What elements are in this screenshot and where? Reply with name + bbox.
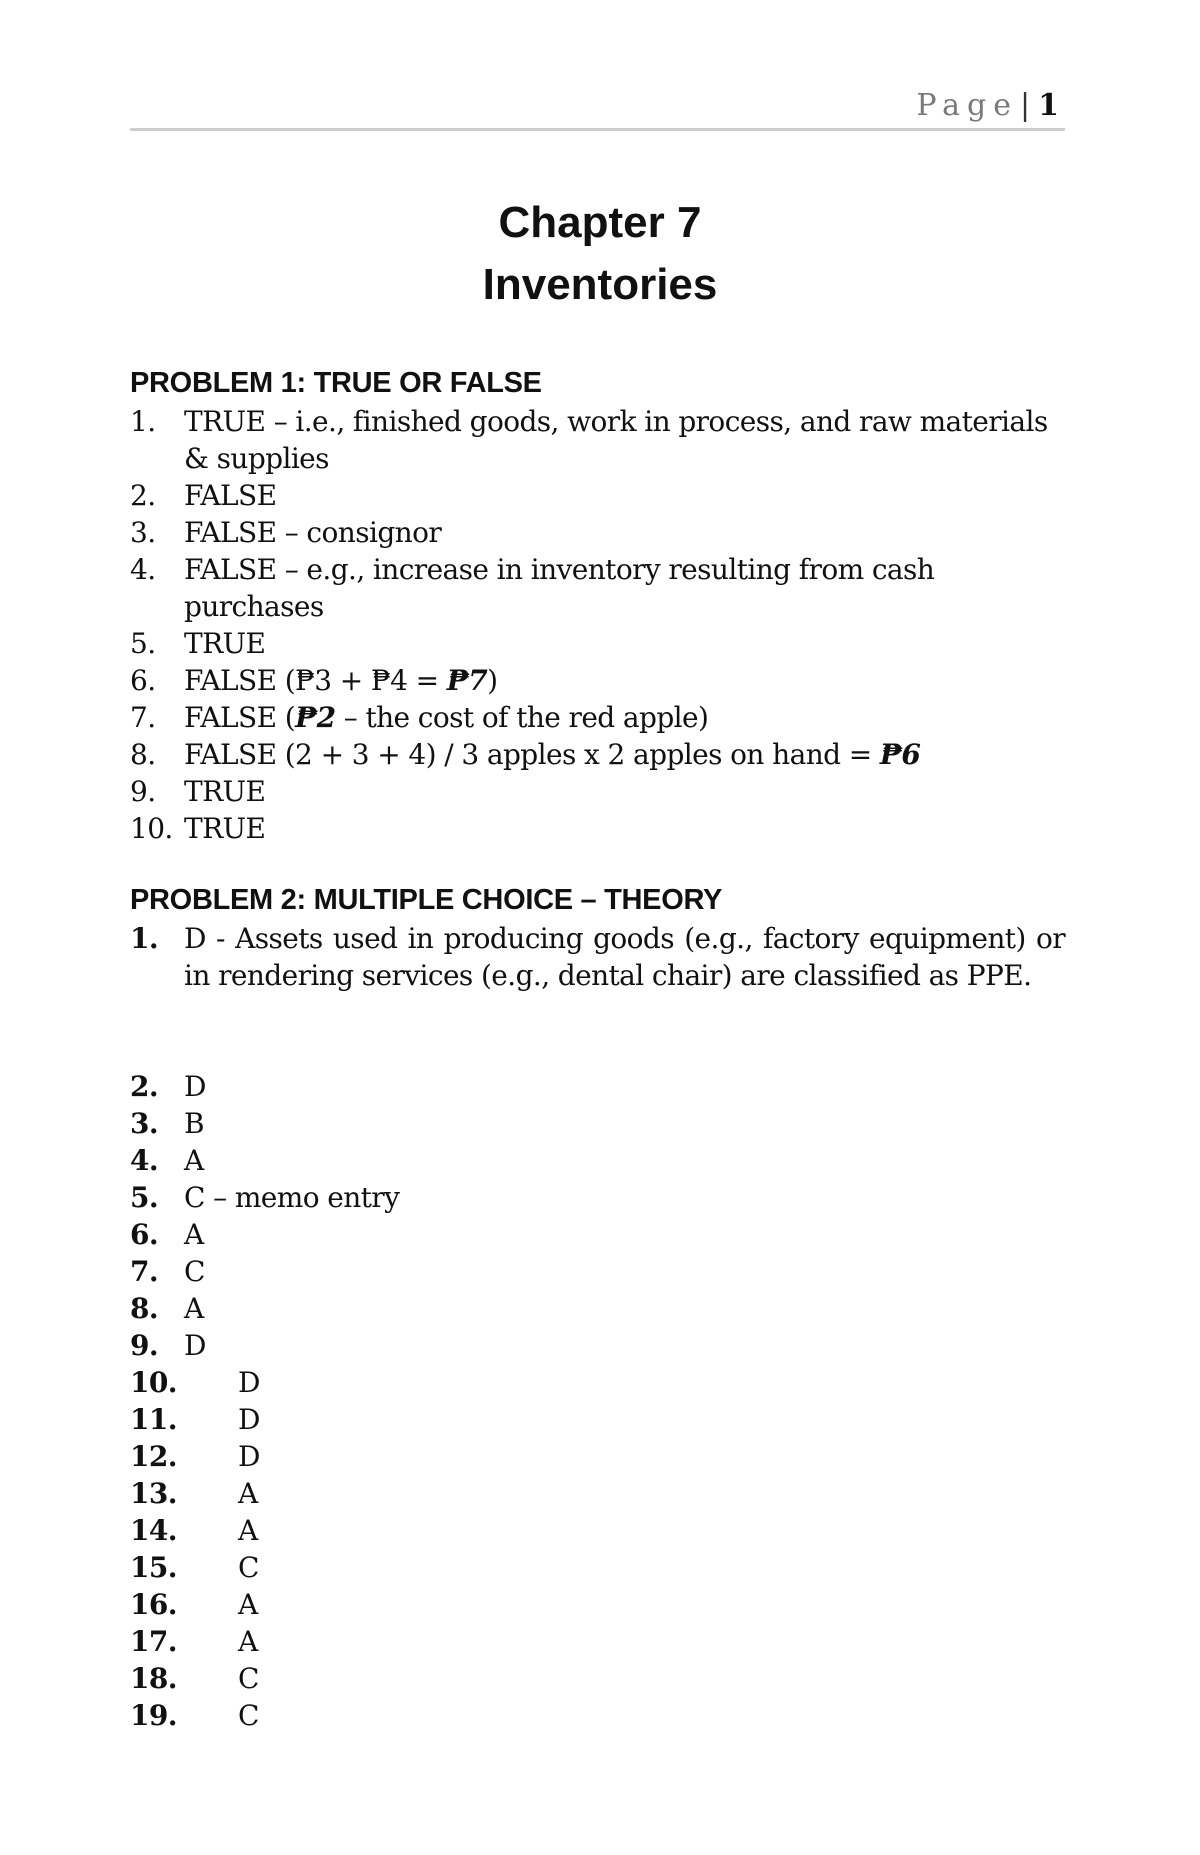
item-text: C [238,1662,259,1695]
item-text: C – memo entry [184,1181,400,1214]
item-text: TRUE [184,812,266,845]
item-number: 5. [130,1181,159,1214]
list-item [130,1290,1065,1327]
item-number: 6. [130,664,156,697]
list-item [130,699,1065,736]
list-item [130,1068,1065,1105]
page-separator: | [1020,88,1031,123]
list-item [130,773,1065,810]
problem2-list-a [130,1068,1065,1364]
problem2-first-item [130,920,1065,994]
list-item [130,1327,1065,1364]
item-number: 18. [130,1662,177,1695]
item-text: C [184,1255,205,1288]
list-item [130,1475,1065,1512]
item-number: 13. [130,1477,177,1510]
item-emphasis: ₱7 [446,664,488,697]
item-text: A [238,1625,258,1658]
item-text: A [184,1292,204,1325]
item-text [184,736,1065,773]
list-item [130,1179,1065,1216]
item-emphasis: ₱6 [879,738,921,771]
item-number: 10. [130,812,173,845]
item-number: 8. [130,738,156,771]
list-item [130,514,1065,551]
chapter-title: Chapter 7 [498,198,702,247]
item-text-part: FALSE (2 + 3 + 4) / 3 apples x 2 apples on hand = [184,738,880,771]
list-item [130,1253,1065,1290]
item-number: 9. [130,1329,159,1362]
item-number: 17. [130,1625,177,1658]
list-item [130,1364,1065,1401]
item-text [184,662,1065,699]
list-item [130,736,1065,773]
item-text: B [184,1107,204,1140]
item-number: 1. [130,405,156,438]
item-number: 6. [130,1218,159,1251]
list-item [130,1401,1065,1438]
list-item [130,551,1065,625]
item-number: 3. [130,1107,159,1140]
item-number: 7. [130,1255,159,1288]
list-item [130,1586,1065,1623]
item-text-part: FALSE ( [184,701,296,734]
list-item [130,1697,1065,1734]
list-item [130,1660,1065,1697]
chapter-subtitle: Inventories [482,260,718,309]
item-number: 2. [130,479,156,512]
list-item [130,403,1065,477]
item-text [184,699,1065,736]
list-item [130,625,1065,662]
item-number: 4. [130,1144,159,1177]
list-item [130,1105,1065,1142]
item-text-part: ) [487,664,498,697]
page-header [130,88,1065,131]
list-item [130,1216,1065,1253]
page-word: Page [916,88,1019,123]
item-text: A [238,1588,258,1621]
list-item [130,477,1065,514]
item-number: 9. [130,775,156,808]
item-text: D [184,1070,206,1103]
item-text: FALSE – consignor [184,516,442,549]
item-number: 15. [130,1551,177,1584]
list-item [130,810,1065,847]
item-text: A [184,1218,204,1251]
item-text: A [238,1477,258,1510]
list-item [130,1142,1065,1179]
item-number: 2. [130,1070,159,1103]
item-number: 10. [130,1366,177,1399]
item-text-part: FALSE (₱3 + ₱4 = [184,664,447,697]
item-number: 16. [130,1588,177,1621]
item-text: D - Assets used in producing goods (e.g., factory equipment) or in rendering services (e.g., dental chair) are classified as PPE. [184,922,1065,992]
item-number: 7. [130,701,156,734]
problem2-list-b [130,1364,1065,1734]
item-text: FALSE – e.g., increase in inventory resulting from cash purchases [184,553,935,623]
problem2-heading: PROBLEM 2: MULTIPLE CHOICE – THEORY [130,884,723,916]
item-text: TRUE [184,775,266,808]
list-item [130,1512,1065,1549]
item-number: 4. [130,553,156,586]
list-item [130,920,1065,994]
item-number: 12. [130,1440,177,1473]
item-number: 1. [130,922,159,955]
page-indicator [916,88,1059,124]
item-number: 5. [130,627,156,660]
item-text: D [238,1440,260,1473]
item-text: D [184,1329,206,1362]
list-item [130,1549,1065,1586]
item-text: D [238,1403,260,1436]
list-item [130,1438,1065,1475]
item-text: C [238,1551,259,1584]
item-number: 8. [130,1292,159,1325]
item-number: 14. [130,1514,177,1547]
item-text-part: – the cost of the red apple) [335,701,709,734]
page-number: 1 [1038,88,1059,123]
item-emphasis: ₱2 [295,701,336,734]
item-text: C [238,1699,259,1732]
list-item [130,1623,1065,1660]
item-text: A [184,1144,204,1177]
item-text: A [238,1514,258,1547]
problem1-heading: PROBLEM 1: TRUE OR FALSE [130,367,542,399]
item-text: D [238,1366,260,1399]
item-number: 11. [130,1403,177,1436]
item-text: TRUE – i.e., finished goods, work in process, and raw materials & supplies [184,405,1048,475]
item-text: TRUE [184,627,266,660]
problem1-list [130,403,1065,847]
item-number: 3. [130,516,156,549]
item-number: 19. [130,1699,177,1732]
item-text: FALSE [184,479,277,512]
list-item [130,662,1065,699]
